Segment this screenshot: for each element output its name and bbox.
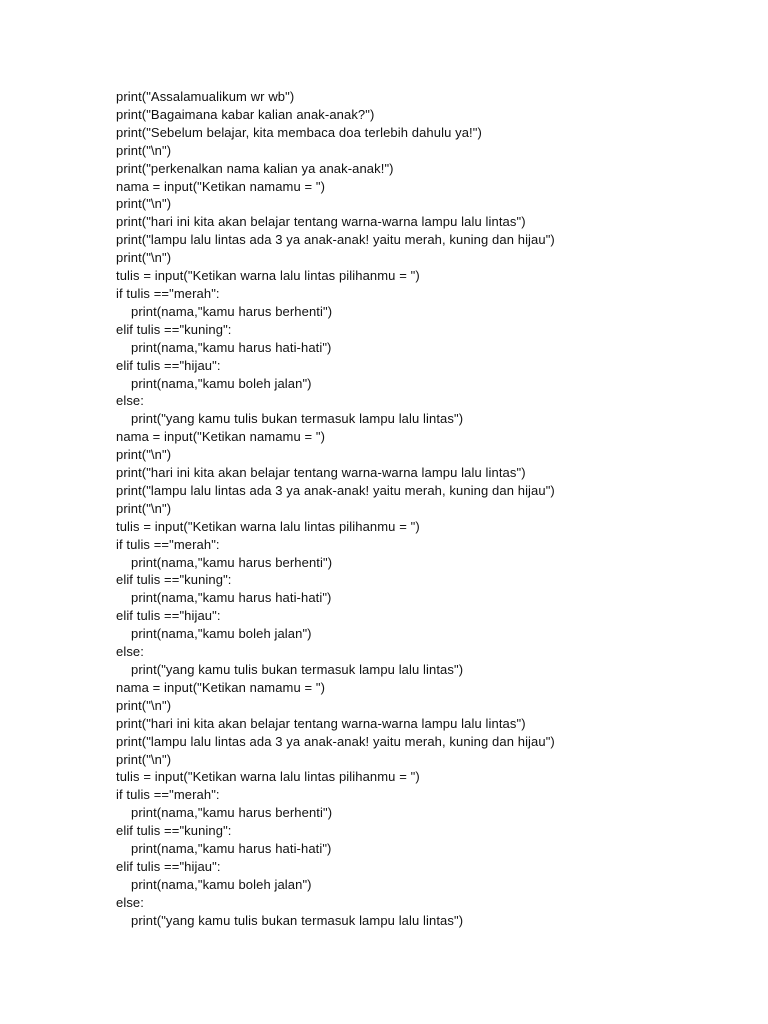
code-line: print("lampu lalu lintas ada 3 ya anak-anak! yaitu merah, kuning dan hijau"): [116, 733, 555, 749]
code-line: print("lampu lalu lintas ada 3 ya anak-anak! yaitu merah, kuning dan hijau"): [116, 482, 555, 498]
code-listing: [116, 88, 555, 930]
code-line: print(nama,"kamu boleh jalan"): [131, 375, 312, 391]
code-line: print("hari ini kita akan belajar tentang warna-warna lampu lalu lintas"): [116, 715, 526, 731]
code-line: print(nama,"kamu boleh jalan"): [131, 626, 312, 642]
code-line: print(nama,"kamu harus berhenti"): [131, 303, 333, 319]
code-line: print(nama,"kamu boleh jalan"): [131, 876, 312, 892]
code-line: if tulis =="merah":: [116, 285, 220, 301]
code-line: tulis = input("Ketikan warna lalu lintas pilihanmu = "): [116, 268, 420, 284]
code-line: if tulis =="merah":: [116, 536, 220, 552]
code-line: elif tulis =="kuning":: [116, 321, 232, 337]
code-line: print(nama,"kamu harus hati-hati"): [131, 841, 332, 857]
code-line: print("\n"): [116, 196, 172, 212]
code-line: tulis = input("Ketikan warna lalu lintas pilihanmu = "): [116, 518, 420, 534]
code-line: nama = input("Ketikan namamu = "): [116, 429, 326, 445]
code-line: else:: [116, 644, 144, 660]
code-line: print("\n"): [116, 697, 172, 713]
code-line: elif tulis =="kuning":: [116, 572, 232, 588]
code-line: nama = input("Ketikan namamu = "): [116, 178, 326, 194]
code-line: print("\n"): [116, 447, 172, 463]
code-line: print("hari ini kita akan belajar tentang warna-warna lampu lalu lintas"): [116, 214, 526, 230]
code-line: elif tulis =="hijau":: [116, 858, 221, 874]
code-line: print("\n"): [116, 751, 172, 767]
code-line: print("Sebelum belajar, kita membaca doa terlebih dahulu ya!"): [116, 124, 482, 140]
code-line: elif tulis =="hijau":: [116, 608, 221, 624]
code-line: print("yang kamu tulis bukan termasuk lampu lalu lintas"): [131, 662, 464, 677]
code-line: print(nama,"kamu harus berhenti"): [131, 554, 333, 570]
code-line: print("perkenalkan nama kalian ya anak-anak!"): [116, 160, 394, 176]
code-line: print(nama,"kamu harus hati-hati"): [131, 339, 332, 355]
code-line: else:: [116, 393, 144, 409]
code-line: print("\n"): [116, 142, 172, 158]
code-line: print("\n"): [116, 500, 172, 516]
code-line: elif tulis =="kuning":: [116, 823, 232, 839]
code-line: elif tulis =="hijau":: [116, 357, 221, 373]
code-line: print(nama,"kamu harus hati-hati"): [131, 590, 332, 606]
code-line: print("hari ini kita akan belajar tentang warna-warna lampu lalu lintas"): [116, 465, 526, 481]
code-line: print("Assalamualikum wr wb"): [116, 89, 295, 104]
code-line: print("\n"): [116, 250, 172, 266]
code-line: nama = input("Ketikan namamu = "): [116, 679, 326, 695]
code-line: tulis = input("Ketikan warna lalu lintas pilihanmu = "): [116, 769, 420, 785]
code-line: print("Bagaimana kabar kalian anak-anak?"): [116, 106, 375, 122]
code-line: print("yang kamu tulis bukan termasuk lampu lalu lintas"): [131, 912, 464, 928]
code-line: print(nama,"kamu harus berhenti"): [131, 805, 333, 821]
code-line: if tulis =="merah":: [116, 787, 220, 803]
code-line: else:: [116, 894, 144, 910]
code-line: print("yang kamu tulis bukan termasuk lampu lalu lintas"): [131, 411, 464, 427]
code-line: print("lampu lalu lintas ada 3 ya anak-anak! yaitu merah, kuning dan hijau"): [116, 232, 555, 248]
